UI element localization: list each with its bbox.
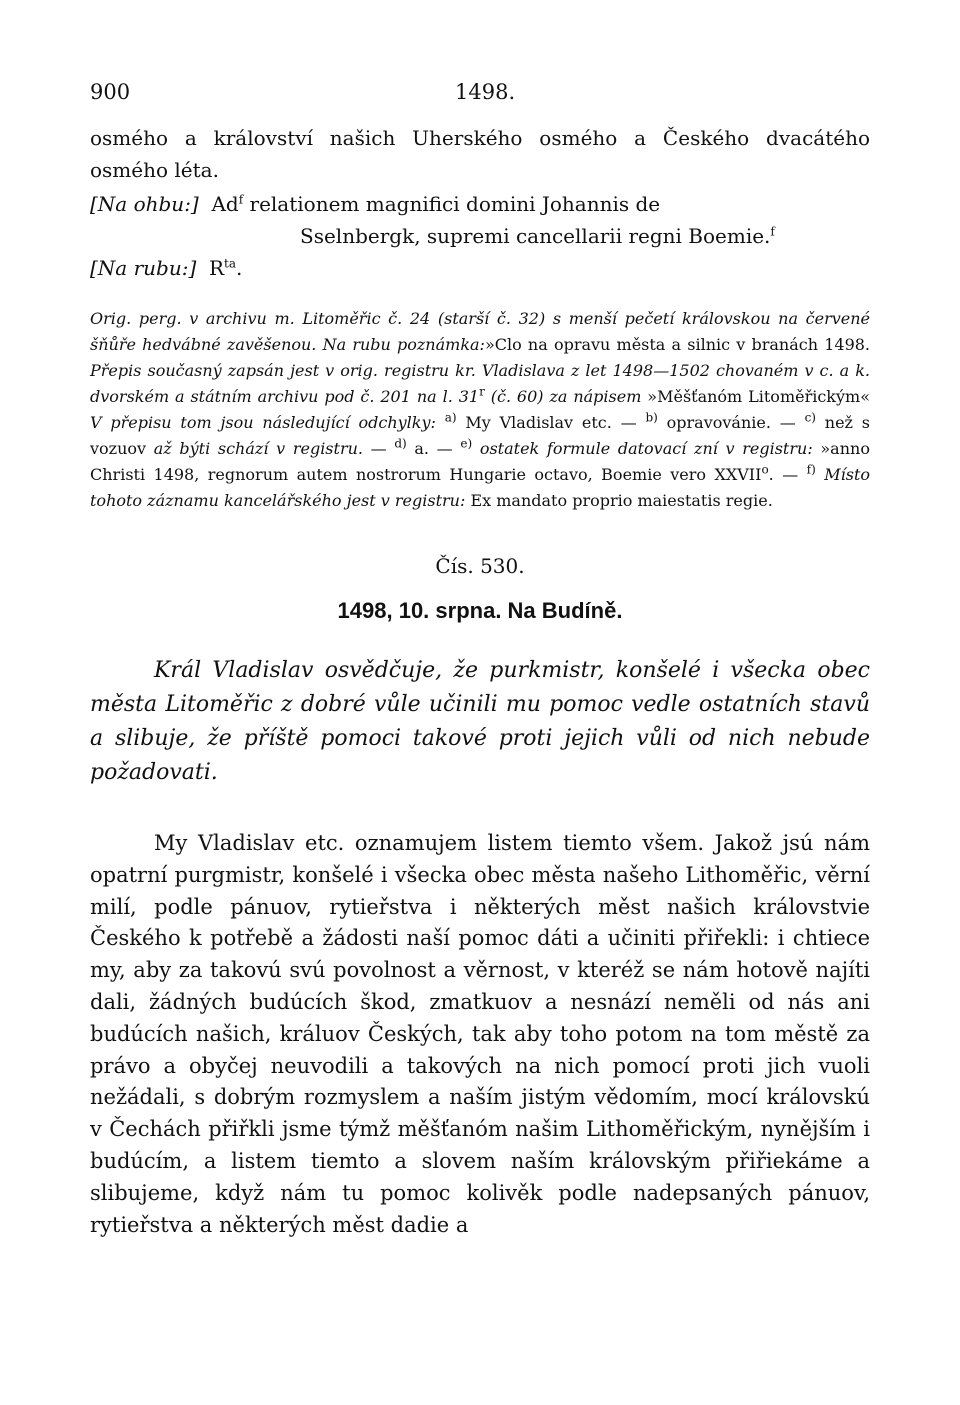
document-number: Čís. 530. — [435, 554, 525, 578]
variant-f-marker: f) — [806, 462, 816, 477]
ohbu-text: relationem magnifici domini Johannis de — [249, 192, 661, 216]
variant-c: než s vozuov — [90, 413, 870, 458]
page-number: 900 — [90, 80, 131, 104]
variant-e-sup: o — [761, 462, 769, 477]
variant-a: My Vladislav etc. — — [465, 413, 637, 432]
endorsement-rubu — [90, 252, 870, 284]
variant-e-end: . — — [768, 465, 799, 484]
editorial-notes — [90, 306, 870, 514]
variant-d-marker: d) — [394, 436, 407, 451]
rubu-label: [Na rubu:] — [90, 256, 197, 280]
note-transcript: Přepis současný zapsán jest v orig. registru kr. Vladislava z let 1498—1502 chovaném v c. a k. dvorském a státním archivu pod č. 201 na l. 31 — [90, 361, 870, 406]
running-header — [90, 80, 870, 120]
variant-a-marker: a) — [444, 410, 457, 425]
variant-e-note: ostatek formule datovací zní v registru: — [479, 439, 813, 458]
note-variants-intro: V přepisu tom jsou následující odchylky: — [90, 413, 436, 432]
note-source: Orig. perg. v archivu m. Litoměřic č. 24 (starší č. 32) s menší pečetí královskou na červené šňůře hedvábné zavěšenou. — [90, 309, 870, 354]
ohbu-label: [Na ohbu:] — [90, 192, 199, 216]
ohbu-text-start: Ad — [211, 192, 239, 216]
footnote-marker-f: f — [238, 192, 244, 207]
document-page — [90, 80, 870, 1241]
variant-c-note: až býti schází v registru. — [153, 439, 363, 458]
intro-paragraph: osmého a království našich Uherského osmého a Českého dvacátého osmého léta. — [90, 126, 870, 182]
variant-c-marker: c) — [804, 410, 816, 425]
endorsement-ohbu-line1 — [90, 188, 870, 220]
running-year: 1498. — [455, 80, 516, 104]
variant-b: opravovánie. — — [666, 413, 796, 432]
variant-e-text: »anno Christi 1498, regnorum autem nostrorum Hungarie octavo, Boemie vero XXVII — [90, 439, 870, 484]
variant-e-marker: e) — [460, 436, 473, 451]
variant-b-marker: b) — [645, 410, 658, 425]
rubu-sup: ta — [224, 256, 237, 271]
note-transcript-sup: r — [479, 384, 485, 399]
note-rubu-text: »Clo na opravu města a silnic v branách 1498. — [484, 335, 871, 354]
endorsement-ohbu-line2 — [90, 220, 870, 252]
footnote-marker-f-end: f — [770, 224, 775, 239]
variant-d: a. — — [414, 439, 453, 458]
main-text: My Vladislav etc. oznamujem listem tiemto všem. Jakož jsú nám opatrní purgmistr, konšelé i všecka obec města našeho Lithoměřic, věrní milí, podle pánuov, rytieřstva i některých měst našich královstvie Českého k potřebě a žádosti naší pomoc dáti a učiniti přiřekli: i chtiece my, aby za takovú svú povolnost a věrnost, v kteréž se nám hotově najíti dali, žádných budúcích škod, zmatkuov a nesnází neměli od nás ani budúcích našich, králuov Českých, tak aby toho potom na tom městě za právo a obyčej neuvodili a takových na nich pomocí proti jich vuoli nežádali, s dobrým rozmyslem a naším jistým vědomím, mocí královskú v Čechách přiřkli jsme týmž měšťanóm našim Lithoměřickým, nynějším i budúcím, a listem tiemto a slovem naším královským přiřiekáme a slibujeme, když nám tu pomoc kolivěk podle nadepsaných pánuov, rytieřstva a některých měst dadie a — [90, 831, 870, 1237]
endorsement-block — [90, 188, 870, 284]
regest-summary: Král Vladislav osvědčuje, že purkmistr, konšelé i všecka obec města Litoměřic z dobré vůle učinili mu pomoc vedle ostatních stavů a slibuje, že příště pomoci takové proti jejich vůli od nich nebude požadovati. — [90, 658, 870, 785]
rubu-end: . — [236, 256, 243, 280]
note-rubu-label: Na rubu poznámka: — [322, 335, 485, 354]
ohbu-text-cont: Sselnbergk, supremi cancellarii regni Boemie. — [300, 224, 771, 248]
note-transcript-no: (č. 60) za nápisem — [490, 387, 642, 406]
variant-f-note: Místo tohoto záznamu kancelářského jest v registru: — [90, 465, 871, 510]
variant-d-dash: — — [370, 439, 387, 458]
variant-f-text: Ex mandato proprio maiestatis regie. — [470, 491, 773, 510]
note-heading-quote: »Měšťanóm Litoměřickým« — [647, 387, 871, 406]
rubu-text: R — [208, 256, 225, 280]
dateline: 1498, 10. srpna. Na Budíně. — [337, 598, 623, 623]
